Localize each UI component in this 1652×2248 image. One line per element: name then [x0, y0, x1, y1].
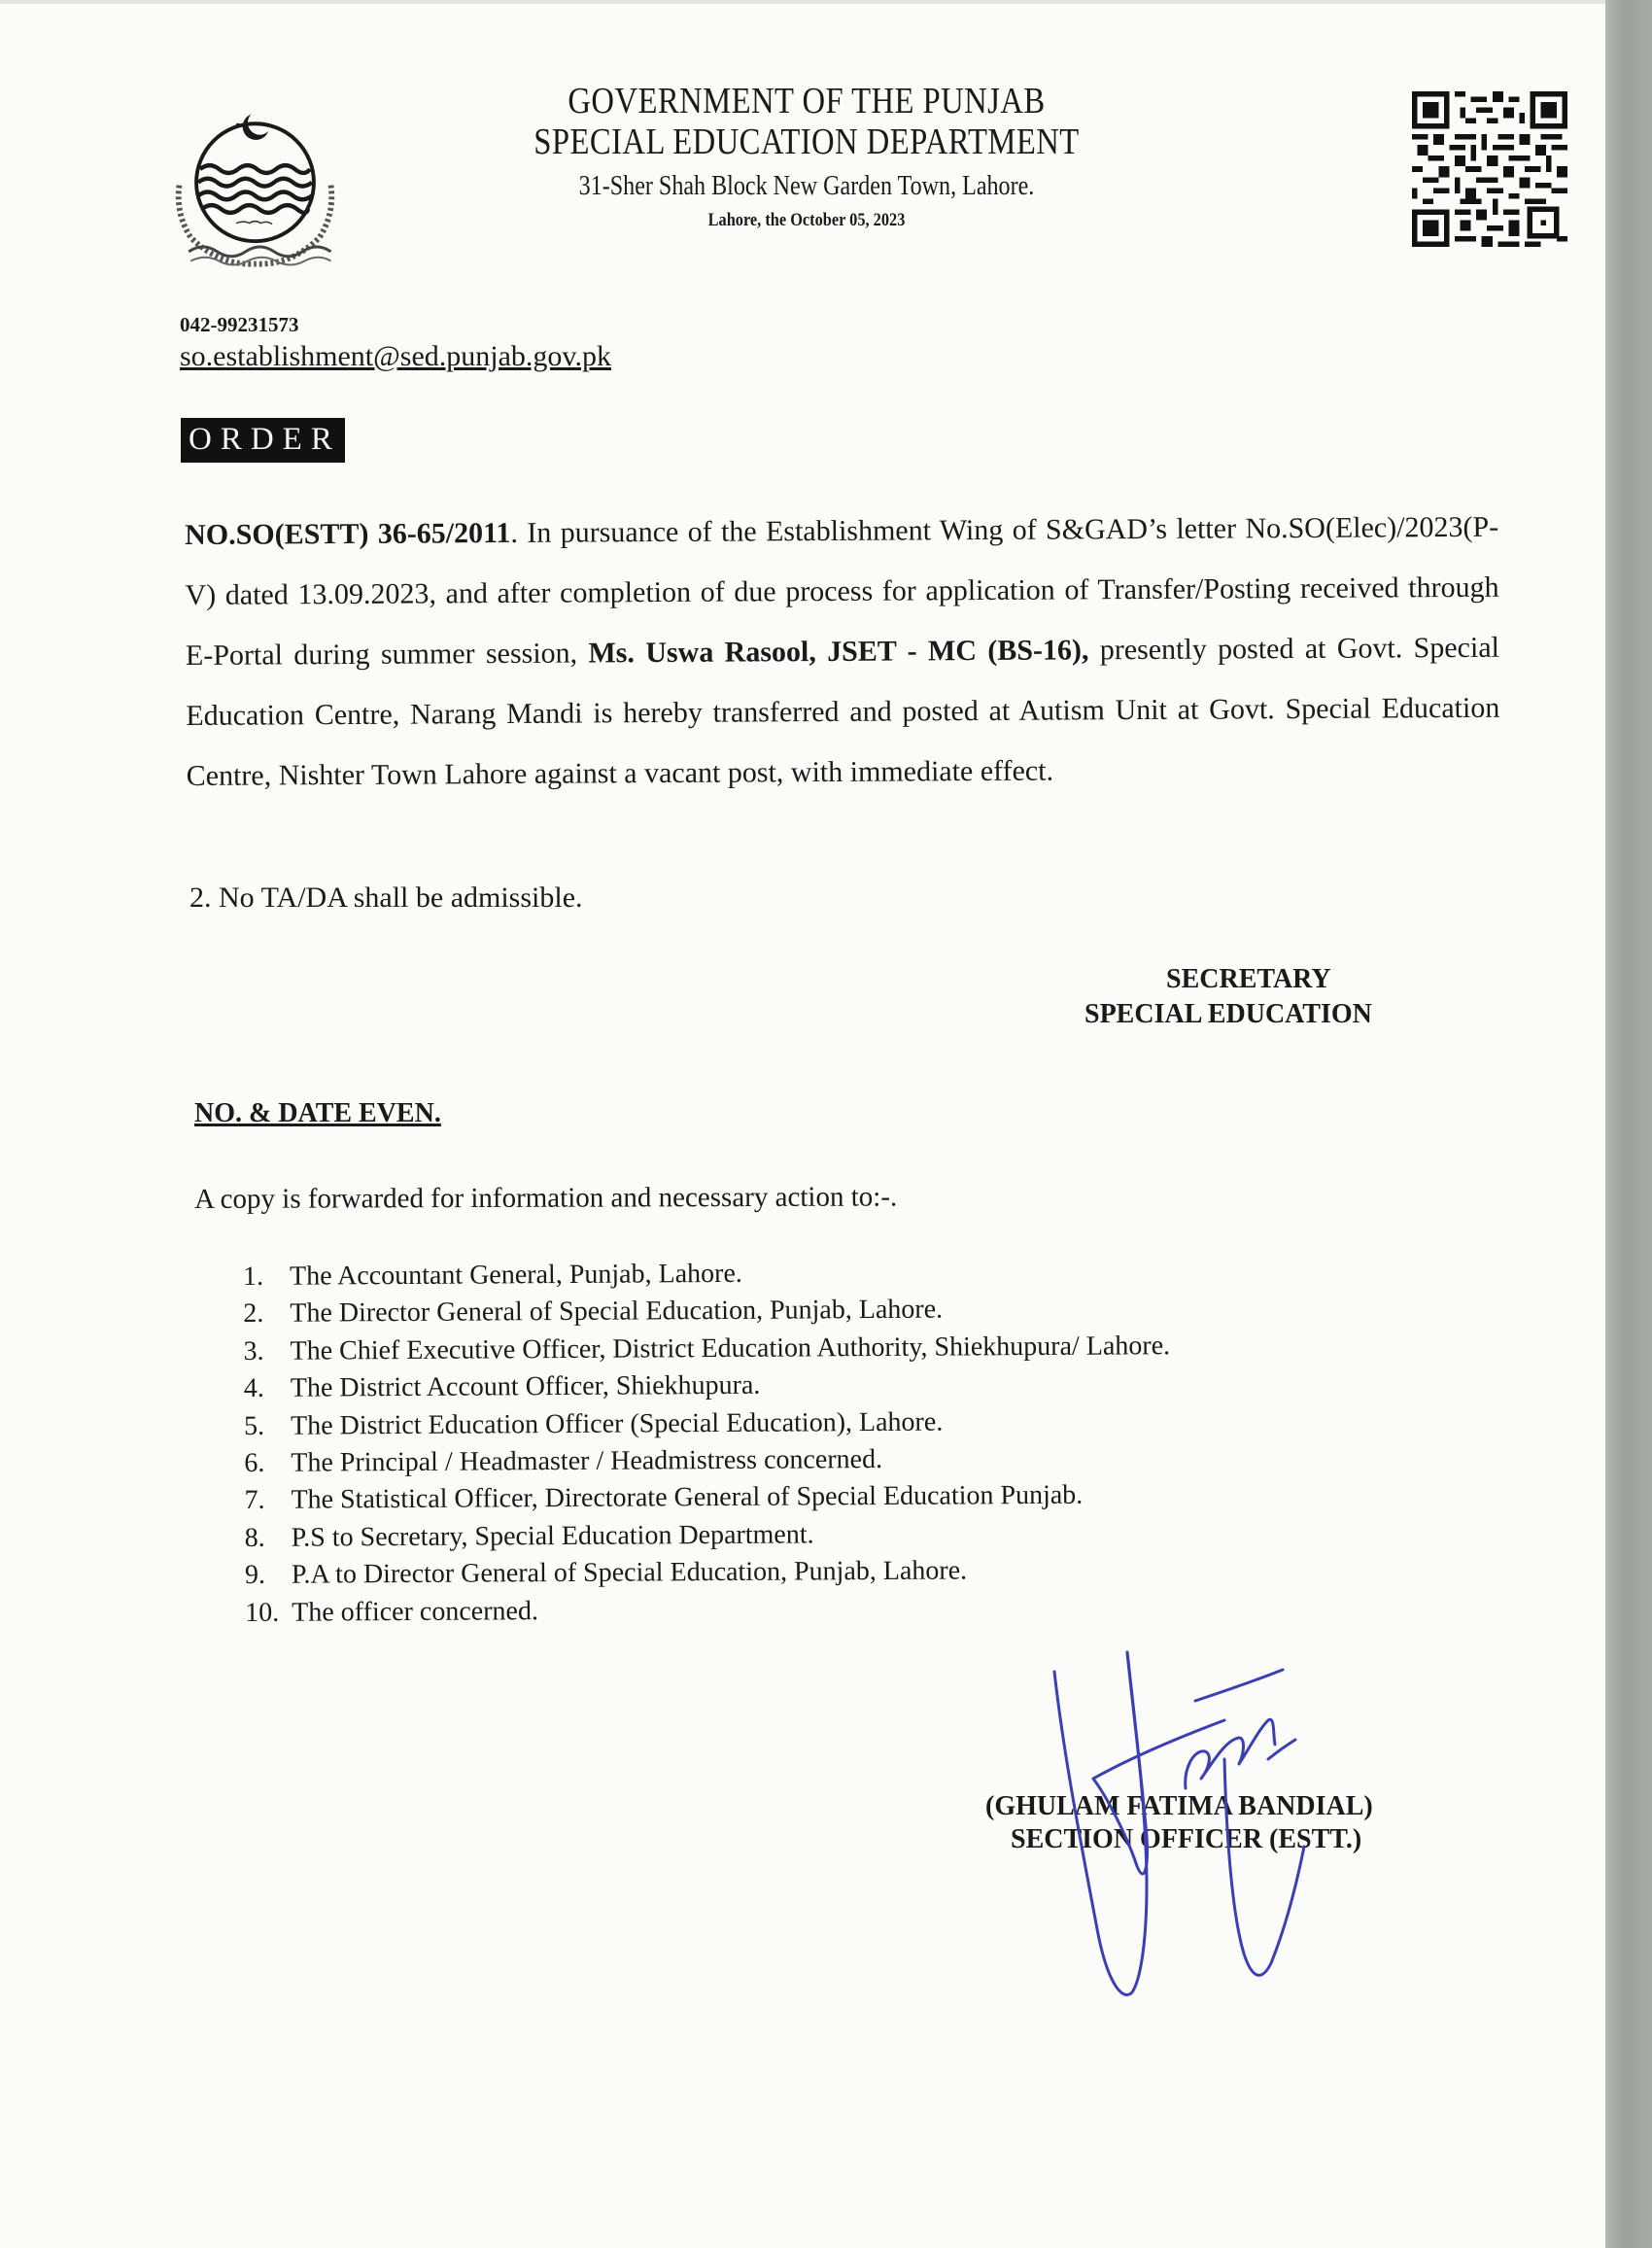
letter-date: Lahore, the October 05, 2023: [707, 210, 906, 230]
contact-phone: 042-99231573: [180, 313, 299, 336]
list-item: [243, 1291, 1170, 1333]
list-item-number: 8.: [244, 1522, 265, 1553]
order-heading: ORDER: [181, 418, 345, 463]
employee-name: Ms. Uswa Rasool, JSET - MC (BS-16),: [588, 634, 1089, 670]
order-text-part-1: . In pursuance of the Establishment Wing of S&GAD’s letter No.SO(Elec)/2023(P-V) dated 13.09.2023, and after completion of due process for application of Transfer/Posting received through E-Portal during summer session,: [185, 510, 1499, 672]
list-item: [245, 1551, 1172, 1594]
letterhead-department: SPECIAL EDUCATION DEPARTMENT: [533, 121, 1080, 162]
list-item-text: The Chief Executive Officer, District Education Authority, Shiekhupura/ Lahore.: [290, 1330, 1171, 1366]
scan-right-edge: [1605, 0, 1652, 2248]
scan-top-edge: [0, 0, 1605, 4]
list-item-number: 6.: [244, 1447, 265, 1479]
list-item-number: 7.: [244, 1485, 265, 1516]
authority-title: SECRETARY: [1166, 964, 1331, 994]
distribution-list: [243, 1253, 1172, 1632]
list-item: [244, 1365, 1171, 1407]
list-item-text: The District Education Officer (Special Education), Lahore.: [290, 1406, 944, 1441]
list-item: [243, 1253, 1170, 1296]
paragraph-2: 2. No TA/DA shall be admissible.: [189, 882, 583, 914]
signatory-title: SECTION OFFICER (ESTT.): [1011, 1824, 1362, 1854]
list-item-number: 1.: [243, 1261, 264, 1292]
list-item: [244, 1477, 1171, 1520]
authority-department: SPECIAL EDUCATION: [1084, 999, 1372, 1029]
signatory-name: (GHULAM FATIMA BANDIAL): [985, 1791, 1373, 1821]
list-item-number: 5.: [243, 1410, 265, 1441]
order-reference-number: NO.SO(ESTT) 36-65/2011: [185, 516, 511, 551]
list-item-text: P.S to Secretary, Special Education Department.: [291, 1519, 814, 1553]
qr-code-icon: [1412, 91, 1567, 247]
copy-forwarded-intro: A copy is forwarded for information and necessary action to:-.: [194, 1181, 898, 1215]
list-item-text: The Director General of Special Education, Punjab, Lahore.: [290, 1295, 944, 1330]
government-of-punjab-emblem-icon: [160, 95, 350, 285]
list-item: [244, 1402, 1171, 1445]
list-item-text: The Accountant General, Punjab, Lahore.: [290, 1258, 742, 1292]
handwritten-signature-icon: [1001, 1643, 1409, 2031]
no-date-even-heading: NO. & DATE EVEN.: [194, 1098, 441, 1128]
list-item-text: The Statistical Officer, Directorate General of Special Education Punjab.: [291, 1480, 1084, 1516]
list-item-text: The officer concerned.: [292, 1595, 538, 1628]
list-item-number: 2.: [243, 1298, 264, 1330]
list-item: [245, 1514, 1172, 1557]
list-item-number: 9.: [244, 1560, 266, 1591]
list-item-number: 3.: [243, 1335, 264, 1366]
list-item-text: P.A to Director General of Special Education, Punjab, Lahore.: [291, 1555, 968, 1590]
letterhead-address: 31-Sher Shah Block New Garden Town, Lahore.: [578, 171, 1035, 201]
order-text-part-2: presently posted at Govt. Special Education Centre, Narang Mandi is hereby transferred and posted at Autism Unit at Govt. Special Education Centre, Nishter Town Lahore against a vacant post, with immediate effect.: [186, 631, 1500, 792]
list-item-number: 4.: [243, 1373, 264, 1404]
letterhead-government: GOVERNMENT OF THE PUNJAB: [568, 81, 1046, 121]
list-item: [244, 1439, 1171, 1482]
list-item-number: 10.: [245, 1597, 280, 1628]
list-item-text: The Principal / Headmaster / Headmistress concerned.: [291, 1444, 883, 1478]
contact-email-link[interactable]: so.establishment@sed.punjab.gov.pk: [180, 340, 611, 372]
list-item: [245, 1589, 1172, 1632]
order-body-paragraph: [185, 498, 1500, 807]
list-item: [243, 1328, 1170, 1370]
list-item-text: The District Account Officer, Shiekhupura.: [290, 1369, 761, 1403]
